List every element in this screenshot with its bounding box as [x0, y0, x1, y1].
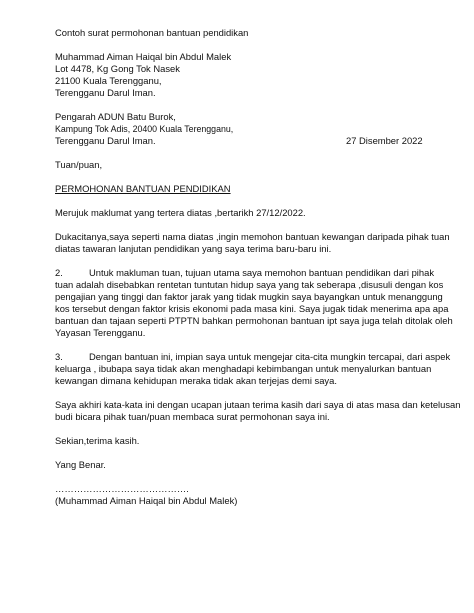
paragraph-closing-line-1: Saya akhiri kata-kata ini dengan ucapan jutaan terima kasih dari saya di atas masa dan ketelusan [55, 399, 461, 410]
recipient-address-line-2: Terengganu Darul Iman. [55, 135, 156, 146]
document-title: Contoh surat permohonan bantuan pendidikan [55, 27, 249, 38]
paragraph-intro-line-1: Dukacitanya,saya seperti nama diatas ,ingin memohon bantuan kewangan daripada pihak tuan [55, 231, 450, 242]
letter-date: 27 Disember 2022 [346, 135, 423, 146]
letter-subject: PERMOHONAN BANTUAN PENDIDIKAN [55, 183, 231, 194]
signature-line: ……………………………………. [55, 483, 189, 494]
sender-address-line-3: Terengganu Darul Iman. [55, 87, 156, 98]
paragraph-2-line-6: Yayasan Terengganu. [55, 327, 146, 338]
paragraph-2-line-5: bantuan dan tajaan seperti PTPTN bahkan permohonan bantuan ipt saya juga telah ditolak oleh [55, 315, 453, 326]
closing-thanks: Sekian,terima kasih. [55, 435, 140, 446]
recipient-address-line-1: Kampung Tok Adis, 20400 Kuala Terengganu, [55, 124, 234, 134]
paragraph-2-line-3: pengajian yang tinggi dan faktor jarak yang tidak mugkin saya bayangkan untuk menanggung [55, 291, 443, 302]
salutation: Tuan/puan, [55, 159, 103, 170]
sender-address-line-2: 21100 Kuala Terengganu, [55, 75, 162, 86]
paragraph-closing-line-2: budi bicara pihak tuan/puan membaca surat permohonan saya ini. [55, 411, 330, 422]
paragraph-2-number: 2. [55, 267, 63, 278]
sender-name: Muhammad Aiman Haiqal bin Abdul Malek [55, 51, 232, 62]
paragraph-3-line-2: keluarga , ibubapa saya tidak akan menghadapi kebimbangan untuk menyalurkan bantuan [55, 363, 432, 374]
paragraph-2-line-1: Untuk makluman tuan, tujuan utama saya memohon bantuan pendidikan dari pihak [89, 267, 435, 278]
paragraph-3-line-1: Dengan bantuan ini, impian saya untuk mengejar cita-cita mungkin tercapai, dari aspek [89, 351, 451, 362]
paragraph-3-line-3: kewangan dimana kehidupan meraka tidak akan terjejas demi saya. [55, 375, 337, 386]
recipient-title: Pengarah ADUN Batu Burok, [55, 111, 176, 122]
paragraph-intro-line-2: diatas tawaran lanjutan pendidikan yang saya terima baru-baru ini. [55, 243, 332, 254]
paragraph-3-number: 3. [55, 351, 63, 362]
sender-address-line-1: Lot 4478, Kg Gong Tok Nasek [55, 63, 180, 74]
paragraph-2-line-2: tuan adalah disebabkan rentetan tuntutan hidup saya yang tak seberapa ,disusuli dengan kos [55, 279, 444, 290]
signatory-name: (Muhammad Aiman Haiqal bin Abdul Malek) [55, 495, 238, 506]
paragraph-2-line-4: kos tersebut dengan faktor krisis ekonomi pada masa kini. Saya jugak tidak menerima apa apa [55, 303, 449, 314]
paragraph-reference: Merujuk maklumat yang tertera diatas ,bertarikh 27/12/2022. [55, 207, 306, 218]
sign-off: Yang Benar. [55, 459, 106, 470]
